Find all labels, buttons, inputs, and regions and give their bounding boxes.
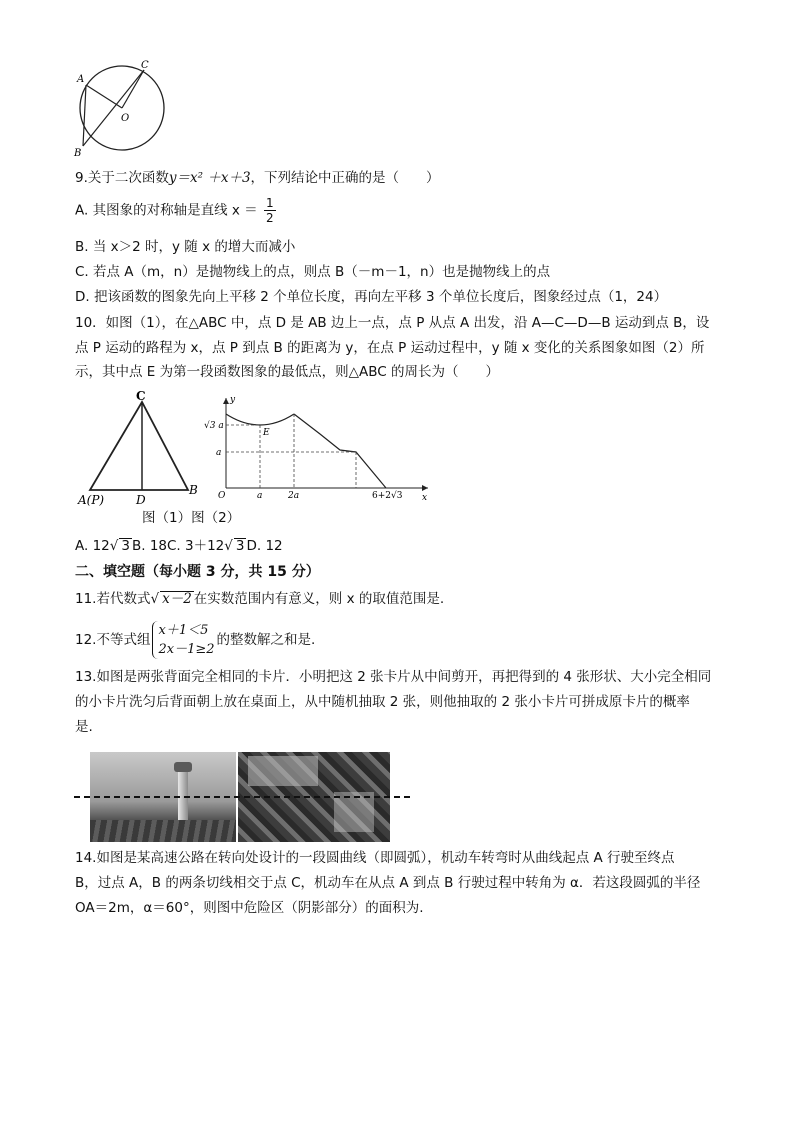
figure-caption: 图（1）图（2） [142, 510, 241, 526]
label-o: O [121, 113, 130, 124]
card-photos [90, 752, 390, 842]
tick-sqrt3a: √3 a [204, 421, 224, 431]
circle-figure [66, 58, 176, 162]
axis-y-label: y [230, 395, 236, 405]
q14-line-3: OA＝2m，α＝60°，则图中危险区（阴影部分）的面积为. [75, 900, 424, 916]
tick-a-y: a [216, 448, 222, 458]
label-c: C [141, 60, 149, 71]
tick-end: 6+2√3 [372, 491, 403, 501]
q14-line-2: B，过点 A，B 的两条切线相交于点 C，机动车在从点 A 到点 B 行驶过程中转角为 α．若这段圆弧的半径 [75, 875, 701, 891]
point-e-label: E [263, 428, 270, 438]
fraction: $\frac{1}{2}$ [265, 196, 274, 225]
label-a: A [77, 74, 85, 85]
label-c: C [136, 390, 146, 403]
tick-2a: 2a [288, 491, 300, 501]
q11: 11.若代数式√ x－2 在实数范围内有意义，则 x 的取值范围是. [75, 591, 445, 607]
label-b: B [189, 483, 198, 497]
q9-option-b: B. 当 x＞2 时，y 随 x 的增大而减小 [75, 239, 296, 255]
q10-line-3: 示，其中点 E 为第一段函数图象的最低点，则△ABC 的周长为（ ） [75, 364, 499, 380]
q9-option-c: C. 若点 A（m，n）是抛物线上的点，则点 B（－m－1，n）也是抛物线上的点 [75, 264, 551, 280]
inequality-system: x＋1＜5 2x－1≥2 [152, 621, 214, 659]
triangle-figure [70, 390, 210, 510]
function-graph [200, 392, 440, 504]
q9-stem: 9.关于二次函数y＝x² ＋x＋3，下列结论中正确的是（ ） [75, 170, 440, 186]
cut-line [74, 796, 410, 798]
label-ap: A(P) [78, 493, 105, 507]
q14-line-1: 14.如图是某高速公路在转向处设计的一段圆曲线（即圆弧），机动车转弯时从曲线起点 A 行驶至终点 [75, 850, 675, 866]
origin-label: O [218, 491, 226, 501]
axis-x-label: x [422, 493, 428, 503]
section-heading: 二、填空题（每小题 3 分，共 15 分） [75, 564, 320, 580]
q13-line-2: 的小卡片洗匀后背面朝上放在桌面上，从中随机抽取 2 张，则他抽取的 2 张小卡片可拼成原卡片的概率 [75, 694, 690, 710]
q10-line-2: 点 P 运动的路程为 x，点 P 到点 B 的距离为 y，在点 P 运动过程中，y 随 x 变化的关系图象如图（2）所 [75, 340, 705, 356]
q9-option-a: A. 其图象的对称轴是直线 x ＝ $\frac{1}{2}$ [75, 196, 274, 225]
q13-line-3: 是. [75, 719, 93, 735]
q10-line-1: 10．如图（1），在△ABC 中，点 D 是 AB 边上一点，点 P 从点 A 出发，沿 A—C—D—B 运动到点 B，设 [75, 315, 710, 331]
q12: 12.不等式组 x＋1＜5 2x－1≥2 的整数解之和是. [75, 623, 316, 657]
q10-options: A. 12√ 3 B. 18C. 3＋12√ 3 D. 12 [75, 538, 283, 554]
q13-line-1: 13.如图是两张背面完全相同的卡片．小明把这 2 张卡片从中间剪开，再把得到的 4 张形状、大小完全相同 [75, 669, 712, 685]
label-b: B [74, 148, 82, 159]
label-d: D [136, 493, 146, 507]
q9-option-d: D. 把该函数的图象先向上平移 2 个单位长度，再向左平移 3 个单位长度后，图象经过点（1，24） [75, 289, 668, 305]
tick-a-x: a [257, 491, 263, 501]
